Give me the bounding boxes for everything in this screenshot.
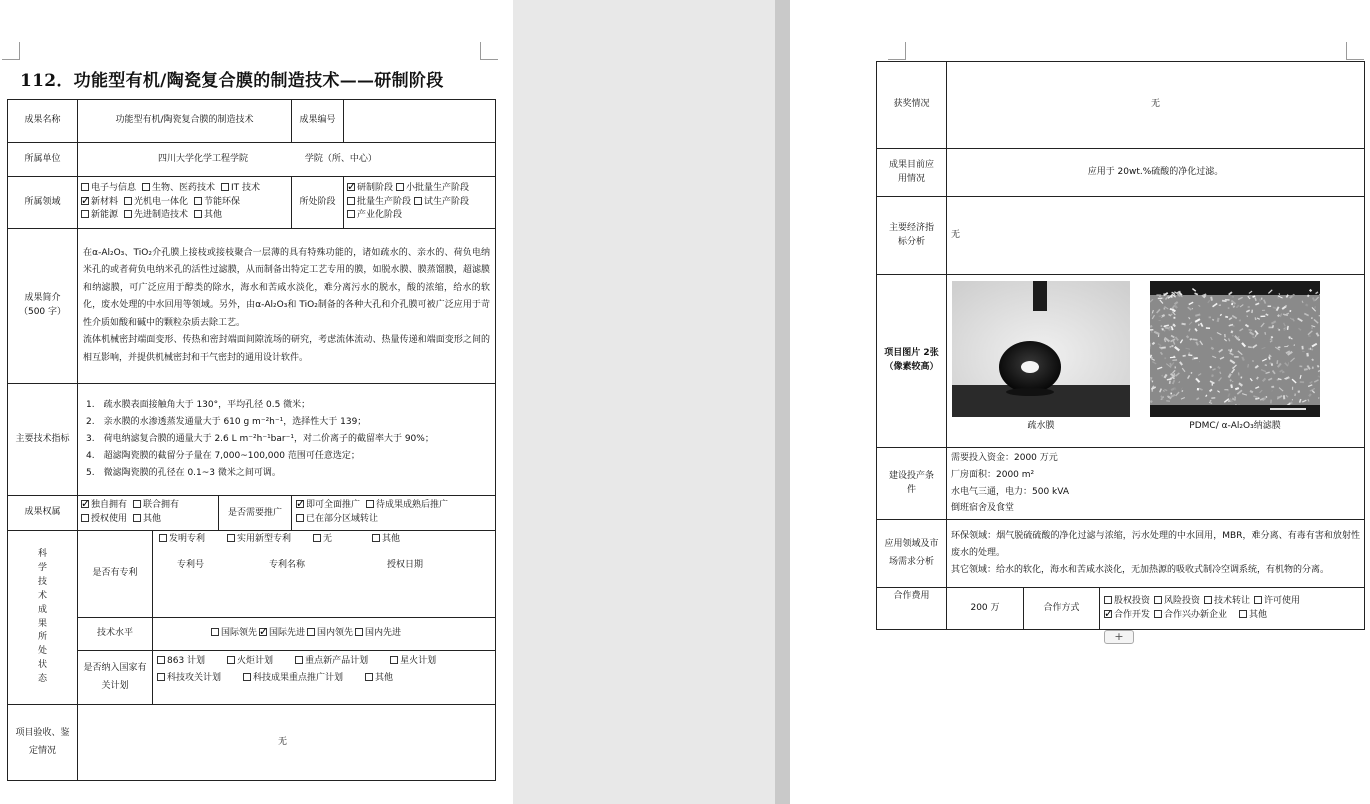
- checkbox[interactable]: [366, 500, 374, 508]
- plan-option[interactable]: 星火计划: [390, 656, 436, 666]
- sem-texture-stroke: [1183, 356, 1186, 357]
- market-paragraph: 其它领域：给水的软化，海水和苦咸水淡化，无加热源的吸收式制冷空调系统，有机物的分离。: [951, 565, 1330, 576]
- checkbox[interactable]: [194, 197, 202, 205]
- mode-option-row: [1104, 609, 1360, 623]
- row-acceptance: [8, 705, 496, 781]
- condition-line: 水电气三通，电力：500 kVA: [951, 486, 1069, 497]
- sem-texture-stroke: [1304, 369, 1308, 370]
- label-unit: 所属单位: [8, 143, 78, 177]
- mode-option[interactable]: 许可使用: [1254, 596, 1300, 606]
- add-row-button[interactable]: +: [1104, 630, 1134, 644]
- sem-texture-stroke: [1166, 401, 1170, 402]
- rights-option[interactable]: 联合拥有: [133, 500, 179, 510]
- patent-option[interactable]: 其他: [372, 534, 400, 544]
- checkbox[interactable]: [1254, 596, 1262, 604]
- field-option[interactable]: 节能环保: [194, 197, 240, 207]
- checkbox[interactable]: [124, 197, 132, 205]
- rights-option-row: [81, 499, 215, 513]
- label-conditions: 建设投产条件: [877, 448, 947, 520]
- stage-option[interactable]: ✓研制阶段: [347, 183, 393, 193]
- sem-texture-stroke: [1318, 365, 1319, 367]
- sem-texture-stroke: [1220, 372, 1221, 374]
- checkbox[interactable]: [142, 183, 150, 191]
- sem-texture-stroke: [1288, 326, 1289, 330]
- sem-texture-stroke: [1191, 373, 1192, 374]
- document-page-left: [0, 0, 513, 804]
- row-market: [877, 520, 1365, 588]
- checkbox-checked[interactable]: [81, 197, 89, 205]
- sem-texture-stroke: [1171, 314, 1172, 315]
- checkbox[interactable]: [211, 628, 219, 636]
- label-awards: 获奖情况: [877, 62, 947, 149]
- sem-texture-stroke: [1230, 380, 1232, 381]
- row-plan: [8, 651, 496, 705]
- checkbox[interactable]: [355, 628, 363, 636]
- sem-texture-stroke: [1170, 309, 1174, 310]
- checkbox[interactable]: [1154, 596, 1162, 604]
- label-intro: 成果简介（500 字）: [8, 229, 78, 384]
- sem-texture-stroke: [1269, 357, 1270, 360]
- patent-option[interactable]: 发明专利: [159, 534, 205, 544]
- sem-texture-stroke: [1257, 377, 1258, 379]
- patent-option[interactable]: 无: [313, 534, 332, 544]
- sem-texture-stroke: [1195, 314, 1200, 315]
- sem-texture-stroke: [1210, 400, 1211, 402]
- sem-texture-stroke: [1211, 347, 1213, 349]
- label-plan: 是否纳入国家有关计划: [78, 651, 153, 705]
- checkbox[interactable]: [157, 673, 165, 681]
- sem-texture-stroke: [1308, 295, 1309, 297]
- row-images: [877, 275, 1365, 448]
- sem-texture-stroke: [1255, 298, 1256, 301]
- achievement-table: [7, 99, 496, 781]
- checkbox[interactable]: [1104, 596, 1112, 604]
- sem-texture-stroke: [1187, 336, 1189, 338]
- plan-option[interactable]: 重点新产品计划: [295, 656, 368, 666]
- sem-texture-stroke: [1151, 401, 1152, 403]
- sem-texture-stroke: [1150, 326, 1152, 327]
- checkbox[interactable]: [1154, 610, 1162, 618]
- mode-option[interactable]: 合作兴办新企业: [1154, 610, 1227, 620]
- sem-texture-stroke: [1278, 297, 1279, 299]
- checkbox[interactable]: [313, 534, 321, 542]
- checkbox[interactable]: [81, 210, 89, 218]
- checkbox[interactable]: [347, 197, 355, 205]
- sem-texture-stroke: [1290, 311, 1292, 312]
- membrane-sem-image[interactable]: [1150, 281, 1320, 417]
- sem-texture-stroke: [1235, 388, 1239, 389]
- stage-options: [344, 177, 496, 229]
- value-conditions[interactable]: [947, 448, 1365, 520]
- sem-texture-stroke: [1165, 325, 1169, 326]
- field-option-row: [81, 182, 288, 196]
- field-option[interactable]: 其他: [194, 210, 222, 220]
- label-application: 成果目前应用情况: [877, 149, 947, 197]
- label-tech-level: 技术水平: [78, 618, 153, 651]
- promote-option[interactable]: ✓即可全面推广: [296, 500, 360, 510]
- sem-texture-stroke: [1167, 379, 1171, 380]
- sem-texture-stroke: [1310, 290, 1312, 291]
- sem-texture-stroke: [1248, 364, 1249, 367]
- stage-option[interactable]: 小批量生产阶段: [396, 183, 469, 193]
- label-field: 所属领域: [8, 177, 78, 229]
- sem-texture-stroke: [1282, 372, 1284, 373]
- sem-texture-stroke: [1279, 329, 1280, 330]
- rights-options: [78, 496, 219, 531]
- label-images: 项目图片 2张（像素较高）: [877, 275, 947, 448]
- patent-info: [153, 531, 496, 618]
- row-economy: [877, 197, 1365, 275]
- value-unit[interactable]: [78, 143, 496, 177]
- checkbox[interactable]: [296, 514, 304, 522]
- sem-texture-stroke: [1285, 378, 1288, 379]
- sem-texture-stroke: [1270, 339, 1272, 340]
- value-fee[interactable]: 200 万: [947, 588, 1024, 630]
- intro-paragraph: 流体机械密封端面变形、传热和密封端面间隙流场的研究，考虑流体流动、热量传递和端面变形之间的相互影响，并提供机械密封和干气密封的通用设计软件。: [83, 335, 490, 363]
- condition-line: 需要投入资金：2000 万元: [951, 453, 1058, 464]
- sem-texture-stroke: [1265, 332, 1266, 335]
- promote-option-row: [296, 499, 491, 513]
- document-title: 112．功能型有机/陶瓷复合膜的制造技术——研制阶段: [20, 71, 444, 91]
- label-economy: 主要经济指标分析: [877, 197, 947, 275]
- sem-texture-stroke: [1170, 363, 1171, 366]
- sem-texture-stroke: [1182, 324, 1186, 325]
- stage-option-row: [347, 209, 492, 223]
- rights-option[interactable]: ✓独自拥有: [81, 500, 127, 510]
- value-intro[interactable]: [78, 229, 496, 384]
- checkbox[interactable]: [227, 656, 235, 664]
- plan-option[interactable]: 科技攻关计划: [157, 673, 221, 683]
- unit-suffix: 学院（所、中心）: [304, 153, 377, 164]
- promote-option[interactable]: 已在部分区域转让: [296, 514, 378, 524]
- label-acceptance: 项目验收、鉴定情况: [8, 705, 78, 781]
- sem-texture-stroke: [1163, 390, 1164, 391]
- mode-option[interactable]: 股权投资: [1104, 596, 1150, 606]
- patent-col-number: 专利号: [177, 559, 205, 570]
- sem-texture-stroke: [1255, 398, 1259, 399]
- field-option-row: [81, 209, 288, 223]
- label-achievement-number: 成果编号: [292, 100, 344, 143]
- sem-texture-stroke: [1218, 318, 1219, 322]
- market-paragraph: 环保领域：烟气脱硫硫酸的净化过滤与浓缩，污水处理的中水回用，MBR，难分离、有毒有害和放射性废水的处理。: [951, 530, 1361, 558]
- sem-texture-stroke: [1174, 356, 1175, 357]
- patent-col-date: 授权日期: [387, 559, 424, 570]
- checkbox[interactable]: [372, 534, 380, 542]
- stage-option-row: [347, 182, 492, 196]
- droplet-contact-angle-image[interactable]: [952, 281, 1130, 417]
- label-rights: 成果权属: [8, 496, 78, 531]
- checkbox[interactable]: [124, 210, 132, 218]
- sem-texture-stroke: [1249, 330, 1253, 331]
- value-acceptance[interactable]: 无: [78, 705, 496, 781]
- tech-item: 1. 疏水膜表面接触角大于 130°，平均孔径 0.5 微米；: [86, 399, 311, 410]
- checkbox[interactable]: [221, 183, 229, 191]
- sem-texture-stroke: [1212, 319, 1214, 320]
- label-patent: 是否有专利: [78, 531, 153, 618]
- checkbox[interactable]: [81, 514, 89, 522]
- row-application: [877, 149, 1365, 197]
- sem-texture-stroke: [1151, 357, 1152, 359]
- sem-texture-stroke: [1231, 384, 1232, 387]
- sem-texture-stroke: [1287, 314, 1288, 315]
- rights-option-row: [81, 513, 215, 527]
- row-achievement-name: [8, 100, 496, 143]
- image-caption: 疏水膜: [1027, 421, 1055, 431]
- crop-mark: [888, 42, 906, 60]
- checkbox[interactable]: [227, 534, 235, 542]
- label-stage: 所处阶段: [292, 177, 344, 229]
- row-unit: [8, 143, 496, 177]
- field-option[interactable]: 新能源: [81, 210, 118, 220]
- stage-option[interactable]: 产业化阶段: [347, 210, 402, 220]
- plan-option[interactable]: 科技成果重点推广计划: [243, 673, 343, 683]
- row-conditions: [877, 448, 1365, 520]
- sem-texture-stroke: [1175, 292, 1176, 293]
- image-caption: PDMC/ α-Al₂O₃纳滤膜: [1189, 421, 1281, 431]
- sem-texture-stroke: [1233, 306, 1234, 308]
- value-awards[interactable]: 无: [947, 62, 1365, 149]
- checkbox-checked[interactable]: [1104, 610, 1112, 618]
- sem-texture-stroke: [1192, 339, 1197, 340]
- sem-texture-stroke: [1152, 343, 1154, 345]
- level-option[interactable]: 国内先进: [355, 628, 401, 638]
- value-tech[interactable]: [78, 384, 496, 496]
- stage-option-row: [347, 196, 492, 210]
- field-option[interactable]: IT 技术: [221, 183, 260, 193]
- condition-line: 厂房面积：2000 m²: [951, 469, 1035, 480]
- label-tech: 主要技术指标: [8, 384, 78, 496]
- row-intro: [8, 229, 496, 384]
- patent-col-name: 专利名称: [269, 559, 306, 570]
- field-option[interactable]: 生物、医药技术: [142, 183, 215, 193]
- sem-texture-stroke: [1253, 296, 1256, 297]
- sem-texture-stroke: [1318, 370, 1320, 371]
- mode-option[interactable]: 技术转让: [1204, 596, 1250, 606]
- stage-option[interactable]: 试生产阶段: [414, 197, 469, 207]
- label-achievement-name: 成果名称: [8, 100, 78, 143]
- sem-texture-stroke: [1171, 378, 1172, 379]
- sem-texture-stroke: [1277, 360, 1278, 364]
- sem-texture-stroke: [1152, 381, 1153, 383]
- checkbox[interactable]: [157, 656, 165, 664]
- checkbox[interactable]: [347, 210, 355, 218]
- sem-texture-stroke: [1278, 379, 1282, 380]
- row-field: [8, 177, 496, 229]
- sem-texture-stroke: [1242, 357, 1244, 361]
- value-application[interactable]: 应用于 20wt.%硫酸的净化过滤。: [947, 149, 1365, 197]
- sem-texture-stroke: [1190, 339, 1192, 340]
- checkbox-checked[interactable]: [81, 500, 89, 508]
- sem-texture-stroke: [1315, 306, 1316, 309]
- checkbox[interactable]: [81, 183, 89, 191]
- field-option-row: [81, 196, 288, 210]
- checkbox[interactable]: [365, 673, 373, 681]
- plan-option-row: [157, 653, 491, 670]
- field-option[interactable]: 电子与信息: [81, 183, 136, 193]
- sem-texture-stroke: [1319, 316, 1320, 317]
- checkbox[interactable]: [390, 656, 398, 664]
- checkbox-checked[interactable]: [296, 500, 304, 508]
- images-cell: [947, 275, 1365, 448]
- tech-level-options: [153, 618, 496, 651]
- mode-option[interactable]: ✓合作开发: [1104, 610, 1150, 620]
- field-option[interactable]: ✓新材料: [81, 197, 118, 207]
- plan-options: [153, 651, 496, 705]
- sem-texture-stroke: [1307, 353, 1308, 356]
- value-economy[interactable]: 无: [947, 197, 1365, 275]
- value-market[interactable]: [947, 520, 1365, 588]
- field-options: [78, 177, 292, 229]
- sem-texture-stroke: [1150, 355, 1151, 358]
- sem-texture-stroke: [1308, 349, 1313, 350]
- row-cooperation: [877, 588, 1365, 630]
- image-block: [1150, 281, 1320, 434]
- intro-paragraph: 在α-Al₂O₃、TiO₂介孔膜上接枝或接枝聚合一层薄的具有特殊功能的，诸如疏水的、亲水的、荷负电纳米孔的或者荷负电纳米孔的活性过滤膜，从而制备出特定工艺专用的膜，如脱水膜、膜蒸馏膜，超滤膜和纳滤膜，可广泛应用于醇类的除水，海水和苦咸水淡化，难分离污水的脱水，酸的浓缩，给水的软化，废水处理的中水回用等领域。另外，由α-Al₂O₃和 TiO₂制备的各种大孔和介孔膜可被广泛应用于苛性介质如酸和碱中的颗粒杂质去除工艺。: [83, 247, 490, 328]
- sem-texture-stroke: [1232, 335, 1233, 336]
- field-option[interactable]: 光机电一体化: [124, 197, 188, 207]
- document-page-right: [790, 0, 1370, 804]
- sem-texture-stroke: [1288, 377, 1289, 379]
- label-market: 应用领域及市场需求分析: [877, 520, 947, 588]
- promote-options: [292, 496, 496, 531]
- achievement-table-continued: [876, 61, 1365, 630]
- value-achievement-name[interactable]: 功能型有机/陶瓷复合膜的制造技术: [78, 100, 292, 143]
- sem-texture-stroke: [1222, 301, 1227, 302]
- plan-option-row: [157, 670, 491, 687]
- sem-texture-stroke: [1179, 382, 1180, 383]
- sem-texture-stroke: [1225, 317, 1228, 318]
- row-patent: [8, 531, 496, 618]
- checkbox[interactable]: [295, 656, 303, 664]
- sem-texture-stroke: [1247, 316, 1248, 317]
- checkbox-checked[interactable]: [259, 628, 267, 636]
- sem-texture-stroke: [1212, 375, 1213, 377]
- sem-texture-stroke: [1210, 366, 1211, 368]
- label-fee: 合作费用: [877, 588, 947, 630]
- sem-texture-stroke: [1255, 317, 1256, 320]
- promote-option-row: [296, 513, 491, 527]
- sem-texture-stroke: [1295, 394, 1296, 396]
- row-tech-level: [8, 618, 496, 651]
- label-promote: 是否需要推广: [219, 496, 292, 531]
- row-awards: [877, 62, 1365, 149]
- sem-texture-stroke: [1272, 363, 1273, 365]
- sem-texture-stroke: [1272, 391, 1273, 392]
- sem-texture-stroke: [1289, 336, 1290, 338]
- level-option[interactable]: 国际领先: [211, 628, 257, 638]
- tech-item: 2. 亲水膜的水渗透蒸发通量大于 610 g m⁻²h⁻¹，选择性大于 139；: [86, 416, 367, 427]
- sem-texture-stroke: [1271, 336, 1272, 338]
- checkbox[interactable]: [159, 534, 167, 542]
- field-option[interactable]: 先进制造技术: [124, 210, 188, 220]
- promote-option[interactable]: 待成果成熟后推广: [366, 500, 448, 510]
- patent-option[interactable]: 实用新型专利: [227, 534, 291, 544]
- sem-texture-stroke: [1165, 328, 1169, 329]
- unit-name: 四川大学化学工程学院: [158, 153, 249, 164]
- plan-option[interactable]: 863 计划: [157, 656, 205, 666]
- sem-texture-stroke: [1232, 331, 1233, 333]
- sem-texture-stroke: [1273, 325, 1274, 328]
- sem-texture-stroke: [1250, 391, 1253, 392]
- crop-mark: [480, 42, 498, 60]
- checkbox[interactable]: [243, 673, 251, 681]
- checkbox[interactable]: [307, 628, 315, 636]
- row-rights: [8, 496, 496, 531]
- mode-option[interactable]: 其他: [1239, 610, 1267, 620]
- mode-option[interactable]: 风险投资: [1154, 596, 1200, 606]
- label-mode: 合作方式: [1024, 588, 1100, 630]
- checkbox[interactable]: [133, 500, 141, 508]
- condition-line: 倒班宿舍及食堂: [951, 503, 1015, 514]
- sem-texture-stroke: [1204, 295, 1206, 297]
- patent-option-row: [159, 533, 489, 547]
- tech-item: 5. 微滤陶瓷膜的孔径在 0.1~3 微米之间可调。: [86, 468, 281, 479]
- level-option[interactable]: ✓ 国际先进: [259, 628, 305, 638]
- sem-texture-stroke: [1211, 297, 1212, 301]
- crop-mark: [2, 42, 20, 60]
- crop-mark: [1346, 42, 1364, 60]
- patent-columns: [159, 559, 489, 573]
- mode-options: [1100, 588, 1365, 630]
- sem-texture-stroke: [1312, 359, 1314, 360]
- checkbox[interactable]: [1204, 596, 1212, 604]
- checkbox[interactable]: [396, 183, 404, 191]
- checkbox[interactable]: [133, 514, 141, 522]
- rights-option[interactable]: 授权使用: [81, 514, 127, 524]
- checkbox[interactable]: [1239, 610, 1247, 618]
- value-achievement-number[interactable]: [344, 100, 496, 143]
- tech-item: 3. 荷电纳滤复合膜的通量大于 2.6 L m⁻²h⁻¹bar⁻¹，对二价离子的截留率大于 90%；: [86, 433, 434, 444]
- plan-option[interactable]: 火炬计划: [227, 656, 273, 666]
- mode-option-row: [1104, 595, 1360, 609]
- label-status: 科 学 技 术 成 果 所 处 状 态: [8, 531, 78, 705]
- sem-texture-stroke: [1170, 381, 1171, 384]
- sem-texture-stroke: [1278, 315, 1280, 317]
- stage-option[interactable]: 批量生产阶段: [347, 197, 411, 207]
- sem-texture-stroke: [1252, 360, 1253, 361]
- checkbox[interactable]: [194, 210, 202, 218]
- level-option[interactable]: 国内领先: [307, 628, 353, 638]
- sem-texture-stroke: [1306, 304, 1308, 305]
- images-row: [952, 281, 1360, 434]
- sem-texture-stroke: [1182, 390, 1183, 391]
- checkbox-checked[interactable]: [347, 183, 355, 191]
- plan-option[interactable]: 其他: [365, 673, 393, 683]
- tech-item: 4. 超滤陶瓷膜的截留分子量在 7,000~100,000 范围可任意选定；: [86, 451, 360, 462]
- sem-texture-stroke: [1273, 307, 1277, 308]
- image-block: [952, 281, 1130, 434]
- row-tech: [8, 384, 496, 496]
- checkbox[interactable]: [414, 197, 422, 205]
- rights-option[interactable]: 其他: [133, 514, 161, 524]
- page-gutter: [775, 0, 790, 804]
